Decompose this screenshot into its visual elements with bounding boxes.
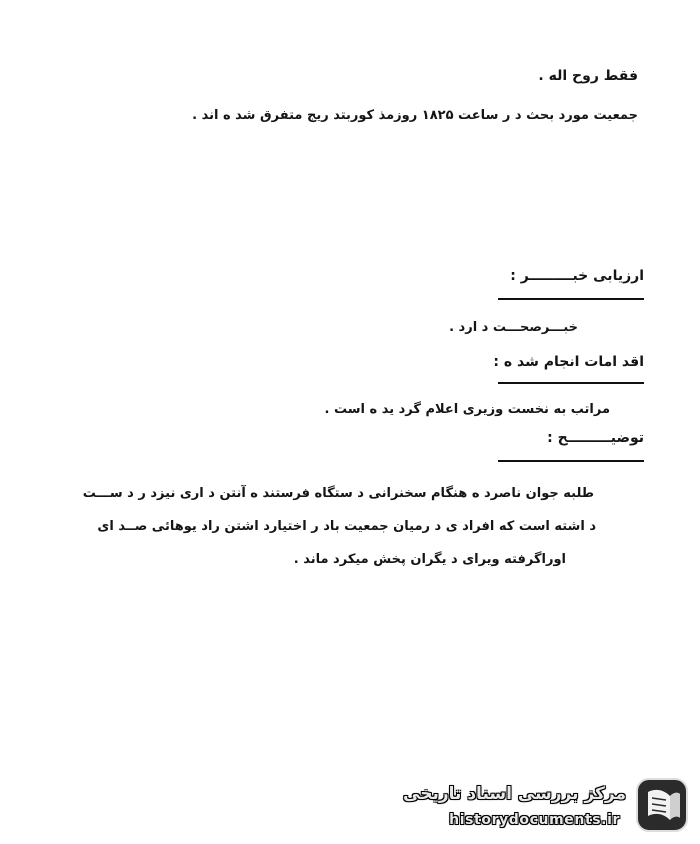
- assessment-content: خبـــرصحـــت د ارد .: [449, 320, 578, 335]
- actions-content: مراتب به نخست وزیری اعلام گرد ید ه است .: [324, 402, 610, 417]
- heading-assessment-underline: [498, 298, 644, 300]
- watermark-title: مرکز بررسی اسناد تاریخی: [403, 784, 626, 804]
- line-1: فقط روح اله .: [538, 68, 638, 84]
- book-emblem-icon: [634, 776, 690, 834]
- watermark-url: historydocuments.ir: [449, 812, 620, 828]
- heading-explanation-underline: [498, 460, 644, 462]
- explanation-line-1: طلبه جوان ناصرد ه هنگام سخنرانی د ستگاه فرستند ه آنتن د اری نیزد ر د ســـت: [82, 486, 594, 501]
- line-2: جمعیت مورد بحث د ر ساعت ۱۸۲۵ روزمذ کوربتد ریج متفرق شد ه اند .: [192, 108, 638, 123]
- explanation-line-2: د اشته است که افراد ی د رمیان جمعیت باد ر اختیارد اشتن راد یوهائی صــد ای: [97, 519, 596, 534]
- heading-assessment: ارزیابی خبـــــــــر :: [510, 268, 644, 284]
- heading-explanation: توضیـــــــــح :: [547, 430, 644, 446]
- heading-actions: اقد امات انجام شد ه :: [493, 354, 644, 370]
- explanation-line-3: اوراگرفته ویرای د یگران پخش میکرد ماند .: [293, 552, 566, 567]
- heading-actions-underline: [498, 382, 644, 384]
